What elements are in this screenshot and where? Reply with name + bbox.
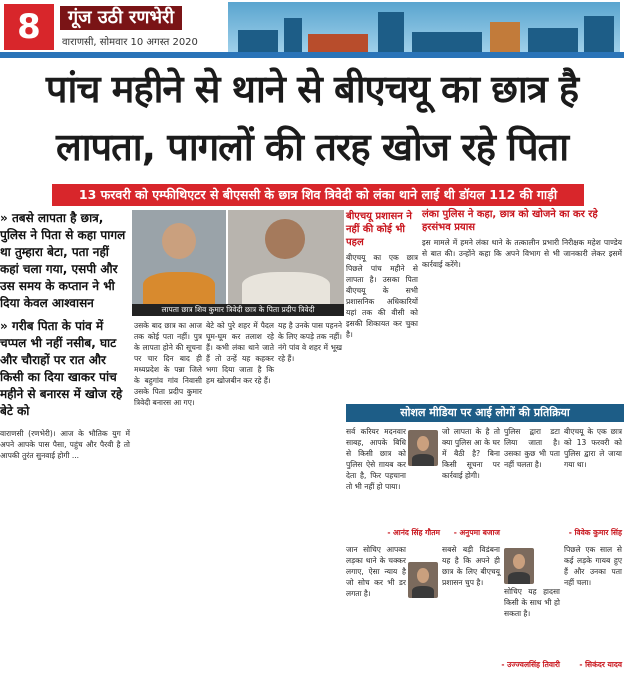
kicker-1-text: तबसे लापता है छात्र, पुलिस ने पिता से कहा पागल था तुम्हारा बेटा, पता नहीं कहां चला गया, एसपी और उस समय के कप्तान ने भी दिया केवल आश्वासन bbox=[0, 211, 126, 310]
comment-6: सबसे बड़ी विडंबना यह है कि अपने ही छात्र के लिए बीएचयू प्रशासन चुप है। bbox=[442, 545, 500, 587]
main-headline bbox=[0, 60, 624, 184]
headline-line-2: लापता, पागलों की तरह खोज रहे पिता bbox=[55, 125, 569, 169]
body-column-2: बेटे को पुरे शहर में पैदल घूम-घूम कर तलाश रहे हैं। कभी लंका थाने जाते हैं तो उन्हें यह कहकर भगा दिया जाता है कि हम खोजबीन कर रहे हैं। bbox=[206, 321, 274, 385]
header-divider bbox=[0, 52, 624, 58]
kicker-1: » तबसे लापता है छात्र, पुलिस ने पिता से कहा पागल था तुम्हारा बेटा, पता नहीं कहां चला गया, एसपी और उस समय के कप्तान ने भी दिया केवल आश्वासन bbox=[0, 211, 126, 310]
student-photo bbox=[132, 210, 226, 304]
signature-5: - सिकंदर यादव bbox=[579, 660, 622, 669]
photo-caption: लापता छात्र शिव कुमार त्रिवेदी छात्र के पिता प्रदीप त्रिवेदी bbox=[132, 304, 344, 316]
subheadline-bar: 13 फरवरी को एम्फीथिएटर से बीएससी के छात्र शिव त्रिवेदी को लंका थाने लाई थी डॉयल 112 की गाड़ी bbox=[52, 184, 584, 206]
story-opening: वाराणसी (रणभेरी)। आज के भौतिक युग में अपने आपके पास पैसा, पहुंच और पैरवी है तो आपकी तुरंत सुनवाई होगी ... bbox=[0, 429, 130, 460]
comment-8: पिछले एक साल से कई लड़के गायब हुए हैं और उनका पता नहीं चला। bbox=[564, 545, 622, 587]
comment-5: जान सोचिए आपका लड़का थाने के चक्कर लगाए, ऐसा न्याय है जो सोच कर भी डर लगता है। bbox=[346, 545, 406, 598]
body-column-3: यह है उनके पास पहनने के लिए कपड़े तक नहीं। नंगे पांव वे शहर में भूख रहे हैं। bbox=[278, 321, 342, 363]
page-number: 8 bbox=[4, 4, 54, 50]
box2-heading: लंका पुलिस ने कहा, छात्र को खोजने का कर रहे हरसंभव प्रयास bbox=[422, 209, 598, 233]
headline-line-1: पांच महीने से थाने से बीएचयू का छात्र है bbox=[45, 67, 579, 111]
left-column bbox=[0, 208, 130, 680]
signature-3: - उज्ज्वलसिंह तिवारी bbox=[501, 660, 560, 669]
avatar-2 bbox=[408, 562, 438, 598]
paper-logo: गूंज उठी रणभेरी bbox=[60, 6, 182, 30]
comment-4: बीएचयू के एक छात्र को 13 फरवरी को पुलिस द्वारा ले जाया गया था। bbox=[564, 427, 622, 469]
city-skyline-banner bbox=[228, 2, 620, 52]
comment-1: सर्व करियर मदनवार साबह, आपके बिधि से किसी छात्र को पुलिस ऐसे ग़ायब कर देता है, फिर पहचाना तो भी नहीं हो पाया। bbox=[346, 427, 406, 491]
comment-3: पुलिस द्वारा डटा लिया जाता है। उसका कुछ भी पता नहीं चलता है। bbox=[504, 427, 560, 469]
kicker-2-text: गरीब पिता के पांव में चप्पल भी नहीं नसीब, घाट और चौराहों पर रात और किसी का दिया खाकर पांच महीने से बनारस में खोज रहे बेटे को bbox=[0, 319, 123, 418]
signature-4: - विवेक कुमार सिंह bbox=[568, 528, 622, 537]
box2-body: इस मामले में हमने लंका थाने के तत्कालीन प्रभारी निरीक्षक महेश पाण्डेय से बात की। उन्होंने कहा कि अपने विभाग से भी जानकारी लेकर इसमें कार्रवाई करेंगे। bbox=[422, 238, 622, 269]
body-column-1: उसके बाद छात्र का आज तक कोई पता नहीं। पुत्र के लापता होने की सूचना पर चार दिन बाद ही मध्यप्रदेश के पन्ना जिले के बहुगांव गांव निवासी उसके पिता प्रदीप कुमार त्रिवेदी बनारस आ गए। bbox=[134, 321, 202, 407]
comment-2: जो लापता के है तो क्या पुलिस आ के घर में बैठी है? बिना किसी सूचना पर कार्रवाई होगी। bbox=[442, 427, 500, 480]
box1-body: बीएचयू का एक छात्र पिछले पांच महीने से लापता है। उसका पिता बीएचयू के सभी प्रशासनिक अधिकारियों यहां तक की वीसी को इसकी शिकायत कर चुका है। bbox=[346, 253, 418, 339]
lanka-police-box bbox=[422, 208, 622, 402]
bhu-administration-box bbox=[346, 210, 418, 400]
box1-heading: बीएचयू प्रशासन ने नहीं की कोई भी पहल bbox=[346, 211, 412, 248]
comment-7: सोचिए यह हादसा किसी के साथ भी हो सकता है। bbox=[504, 587, 560, 618]
signature-2: - अनुपमा बजाज bbox=[453, 528, 500, 537]
father-photo bbox=[228, 210, 344, 304]
dateline: वाराणसी, सोमवार 10 अगस्त 2020 bbox=[62, 37, 198, 48]
kicker-2: » गरीब पिता के पांव में चप्पल भी नहीं नसीब, घाट और चौराहों पर रात और किसी का दिया खाकर पांच महीने से बनारस में खोज रहे बेटे को bbox=[0, 319, 123, 418]
signature-1: - आनंद सिंह गौतम bbox=[387, 528, 440, 537]
avatar-3 bbox=[504, 548, 534, 584]
social-media-heading: सोशल मीडिया पर आई लोगों की प्रतिक्रिया bbox=[346, 404, 624, 422]
avatar-1 bbox=[408, 430, 438, 466]
